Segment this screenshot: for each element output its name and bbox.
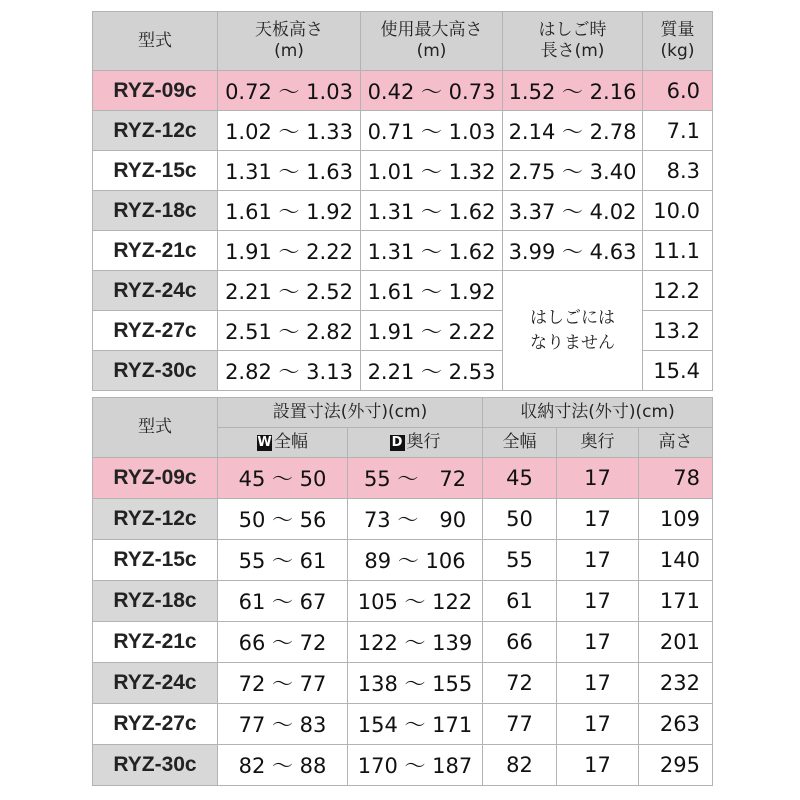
storage-width-cell: 66 [483,622,557,663]
table-row [93,231,713,271]
storage-depth-cell: 17 [557,663,639,704]
model-cell: RYZ-12c [93,499,218,540]
table-row [93,745,713,786]
top-height-cell: 2.51 ～ 2.82 [218,311,361,351]
model-cell: RYZ-24c [93,271,218,311]
model-cell: RYZ-30c [93,351,218,391]
width-cell: 45 ～ 50 [218,458,348,499]
ladder-length-cell: 3.99 ～ 4.63 [503,231,643,271]
top-height-cell: 2.21 ～ 2.52 [218,271,361,311]
model-header: 型式 [93,398,218,458]
model-cell: RYZ-09c [93,458,218,499]
max-height-cell: 0.42 ～ 0.73 [361,71,503,111]
model-cell: RYZ-24c [93,663,218,704]
weight-header: 質量 (kg) [643,12,713,71]
table-row [93,663,713,704]
width-cell: 55 ～ 61 [218,540,348,581]
model-cell: RYZ-21c [93,622,218,663]
storage-width-header: 全幅 [483,428,557,458]
ladder-length-cell: 2.14 ～ 2.78 [503,111,643,151]
spec-header-row [93,12,713,71]
table-row [93,458,713,499]
ladder-length-cell: 1.52 ～ 2.16 [503,71,643,111]
top-height-cell: 1.61 ～ 1.92 [218,191,361,231]
storage-height-cell: 295 [639,745,713,786]
weight-cell: 6.0 [643,71,713,111]
table-row [93,581,713,622]
table-row [93,540,713,581]
storage-height-header: 高さ [639,428,713,458]
model-cell: RYZ-09c [93,71,218,111]
weight-cell: 15.4 [643,351,713,391]
storage-dimension-header: 収納寸法(外寸)(cm) [483,398,713,428]
storage-width-cell: 55 [483,540,557,581]
width-cell: 61 ～ 67 [218,581,348,622]
depth-cell: 138 ～ 155 [348,663,483,704]
width-cell: 66 ～ 72 [218,622,348,663]
depth-cell: 89 ～ 106 [348,540,483,581]
top-height-cell: 1.91 ～ 2.22 [218,231,361,271]
model-header: 型式 [93,12,218,71]
model-cell: RYZ-12c [93,111,218,151]
max-height-header: 使用最大高さ (m) [361,12,503,71]
depth-cell: 55 ～ 72 [348,458,483,499]
max-height-cell: 1.61 ～ 1.92 [361,271,503,311]
width-cell: 50 ～ 56 [218,499,348,540]
d-tag-icon: D [390,435,405,451]
storage-depth-cell: 17 [557,745,639,786]
storage-depth-cell: 17 [557,622,639,663]
max-height-cell: 1.91 ～ 2.22 [361,311,503,351]
storage-height-cell: 109 [639,499,713,540]
weight-cell: 11.1 [643,231,713,271]
no-ladder-note: はしごには なりません [503,271,643,391]
depth-cell: 170 ～ 187 [348,745,483,786]
depth-cell: 154 ～ 171 [348,704,483,745]
storage-depth-cell: 17 [557,458,639,499]
table-row [93,271,713,311]
storage-width-cell: 72 [483,663,557,704]
weight-cell: 13.2 [643,311,713,351]
storage-height-cell: 201 [639,622,713,663]
model-cell: RYZ-15c [93,151,218,191]
table-row [93,191,713,231]
install-dimension-header: 設置寸法(外寸)(cm) [218,398,483,428]
model-cell: RYZ-21c [93,231,218,271]
storage-height-cell: 263 [639,704,713,745]
weight-cell: 8.3 [643,151,713,191]
storage-depth-cell: 17 [557,704,639,745]
spec-table [92,11,713,391]
storage-width-cell: 45 [483,458,557,499]
max-height-cell: 1.31 ～ 1.62 [361,231,503,271]
model-cell: RYZ-27c [93,704,218,745]
storage-width-cell: 50 [483,499,557,540]
dim-header-row [93,398,713,428]
ladder-length-cell: 2.75 ～ 3.40 [503,151,643,191]
storage-height-cell: 171 [639,581,713,622]
model-cell: RYZ-18c [93,191,218,231]
table-row [93,151,713,191]
table-row [93,499,713,540]
storage-width-cell: 61 [483,581,557,622]
max-height-cell: 1.01 ～ 1.32 [361,151,503,191]
depth-cell: 105 ～ 122 [348,581,483,622]
top-height-cell: 0.72 ～ 1.03 [218,71,361,111]
depth-cell: 122 ～ 139 [348,622,483,663]
model-cell: RYZ-15c [93,540,218,581]
table-row [93,704,713,745]
top-height-header: 天板高さ (m) [218,12,361,71]
dimension-table [92,397,713,786]
storage-width-cell: 82 [483,745,557,786]
model-cell: RYZ-30c [93,745,218,786]
storage-depth-header: 奥行 [557,428,639,458]
ladder-length-cell: 3.37 ～ 4.02 [503,191,643,231]
weight-cell: 7.1 [643,111,713,151]
model-cell: RYZ-18c [93,581,218,622]
max-height-cell: 0.71 ～ 1.03 [361,111,503,151]
weight-cell: 10.0 [643,191,713,231]
max-height-cell: 2.21 ～ 2.53 [361,351,503,391]
width-cell: 82 ～ 88 [218,745,348,786]
storage-height-cell: 232 [639,663,713,704]
w-tag-icon: W [257,435,272,450]
depth-cell: 73 ～ 90 [348,499,483,540]
storage-height-cell: 140 [639,540,713,581]
depth-header: D 奥行 [348,428,483,458]
top-height-cell: 2.82 ～ 3.13 [218,351,361,391]
width-cell: 77 ～ 83 [218,704,348,745]
storage-depth-cell: 17 [557,581,639,622]
storage-height-cell: 78 [639,458,713,499]
model-cell: RYZ-27c [93,311,218,351]
weight-cell: 12.2 [643,271,713,311]
ladder-length-header: はしご時 長さ(m) [503,12,643,71]
table-row [93,111,713,151]
width-header: W 全幅 [218,428,348,458]
max-height-cell: 1.31 ～ 1.62 [361,191,503,231]
table-row [93,622,713,663]
table-row [93,71,713,111]
width-cell: 72 ～ 77 [218,663,348,704]
storage-depth-cell: 17 [557,499,639,540]
storage-depth-cell: 17 [557,540,639,581]
storage-width-cell: 77 [483,704,557,745]
top-height-cell: 1.02 ～ 1.33 [218,111,361,151]
top-height-cell: 1.31 ～ 1.63 [218,151,361,191]
